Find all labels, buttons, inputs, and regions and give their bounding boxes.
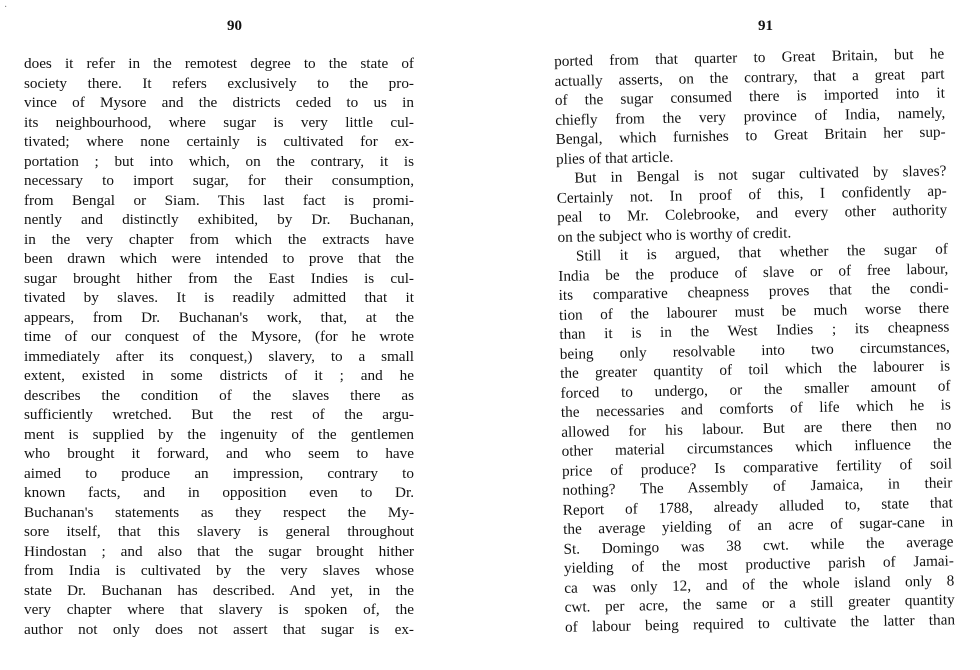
- text-line: its comparative cheapness proves that the condi-: [558, 279, 949, 304]
- text-line: been drawn which were intended to prove that the: [24, 250, 414, 267]
- text-line: sore itself, that this slavery is general throughout: [24, 523, 414, 540]
- text-line: describes the condition of the slaves there as: [24, 386, 414, 404]
- text-line: ca was only 12, and of the whole island only 8: [564, 571, 955, 597]
- text-line: known facts, and in opposition even to Dr.: [24, 484, 414, 501]
- text-line: society there. It refers exclusively to the pro-: [24, 74, 414, 92]
- text-line: state Dr. Buchanan has described. And yet, in the: [24, 581, 414, 599]
- right-page: [490, 0, 980, 670]
- text-line: cwt. per acre, the same or a still greater quantity: [564, 591, 955, 616]
- text-line: extent, existed in some districts of it ; and he: [24, 367, 414, 384]
- text-line: who brought it forward, and who seem to have: [24, 445, 414, 462]
- text-line: actually asserts, on the contrary, that a great part: [554, 65, 945, 90]
- text-line: appears, from Dr. Buchanan's work, that, at the: [24, 308, 414, 326]
- text-line: than it is in the West Indies ; its cheapness: [559, 318, 950, 343]
- page-number-right: 91: [758, 18, 773, 34]
- text-line: the greater quantity of toil which the labourer is: [560, 357, 951, 382]
- text-line: Hindostan ; and also that the sugar brought hither: [24, 542, 414, 560]
- text-line: time of our conquest of the Mysore, (for he wrote: [24, 328, 414, 345]
- text-line: St. Domingo was 38 cwt. while the average: [563, 532, 954, 558]
- text-line: of labour being required to cultivate the latter than: [564, 610, 956, 636]
- text-line: Buchanan's statements as they respect the My-: [24, 503, 414, 521]
- text-line: vince of Mysore and the districts ceded to us in: [24, 94, 414, 111]
- text-line: nothing? The Assembly of Jamaica, in their: [562, 474, 953, 499]
- text-line: being only resolvable into two circumstances,: [559, 337, 950, 363]
- text-line: yielding of the most productive parish of Jamai-: [563, 552, 955, 577]
- text-line: immediately after its conquest,) slavery, to a small: [24, 347, 414, 365]
- margin-speck: ·: [4, 2, 8, 13]
- text-line: aimed to produce an impression, contrary to: [24, 464, 414, 482]
- text-line: necessary to import sugar, for their consumption,: [24, 172, 414, 189]
- text-line: India be the produce of slave or of free labour,: [558, 259, 949, 285]
- text-line: sugar brought hither from the East Indies is cul-: [24, 269, 414, 287]
- text-line: from India is cultivated by the very slaves whose: [24, 562, 414, 579]
- text-line: sufficiently wretched. But the rest of the argu-: [24, 406, 414, 423]
- text-line: Still it is argued, that whether the sugar of: [575, 240, 949, 265]
- text-line: does it refer in the remotest degree to the state of: [24, 55, 414, 72]
- text-line: Certainly not. In proof of this, I confidently ap-: [556, 181, 947, 207]
- text-line: from Bengal or Siam. This last fact is promi-: [24, 191, 414, 209]
- text-line: ported from that quarter to Great Britain, but he: [554, 45, 945, 70]
- page-number-left: 90: [227, 18, 242, 34]
- text-line: But in Bengal is not sugar cultivated by slaves?: [574, 162, 947, 187]
- left-page-text: [24, 54, 414, 639]
- left-page: [0, 0, 480, 670]
- text-line: tion of the labourer must be much worse there: [558, 298, 950, 324]
- text-line: Bengal, which furnishes to Great Britain her sup-: [555, 123, 946, 148]
- text-line: in the very chapter from which the extracts have: [24, 230, 414, 248]
- text-line: the average yielding of an acre of sugar-cane in: [563, 513, 954, 538]
- text-line: very chapter where that slavery is spoken of, the: [24, 601, 414, 618]
- text-line: tivated; where none certainly is cultivated for ex-: [24, 133, 414, 150]
- text-line: on the subject who is worthy of credit.: [557, 223, 792, 246]
- text-line: Report of 1788, already alluded to, state that: [562, 493, 953, 519]
- text-line: its neighbourhood, where sugar is very little cul-: [24, 113, 414, 131]
- text-line: the necessaries and comforts of life which he is: [560, 396, 952, 421]
- right-page-text: [554, 45, 955, 637]
- text-line: forced to undergo, or the smaller amount of: [560, 376, 951, 402]
- text-line: peal to Mr. Colebrooke, and every other authority: [557, 201, 948, 226]
- text-line: allowed for his labour. But are there then no: [561, 415, 952, 441]
- text-line: author not only does not assert that sugar is ex-: [24, 620, 414, 638]
- text-line: portation ; but into which, on the contrary, it is: [24, 152, 414, 170]
- text-line: chiefly from the very province of India, namely,: [555, 104, 946, 129]
- text-line: other material circumstances which influence the: [561, 435, 952, 460]
- text-line: ment is supplied by the ingenuity of the gentlemen: [24, 425, 414, 443]
- text-line: tivated by slaves. It is readily admitted that it: [24, 289, 414, 306]
- text-line: of the sugar consumed there is imported into it: [554, 84, 946, 109]
- text-line: nently and distinctly exhibited, by Dr. Buchanan,: [24, 211, 414, 228]
- text-line: price of produce? Is comparative fertility of soil: [561, 454, 953, 480]
- text-line: plies of that article.: [555, 148, 674, 168]
